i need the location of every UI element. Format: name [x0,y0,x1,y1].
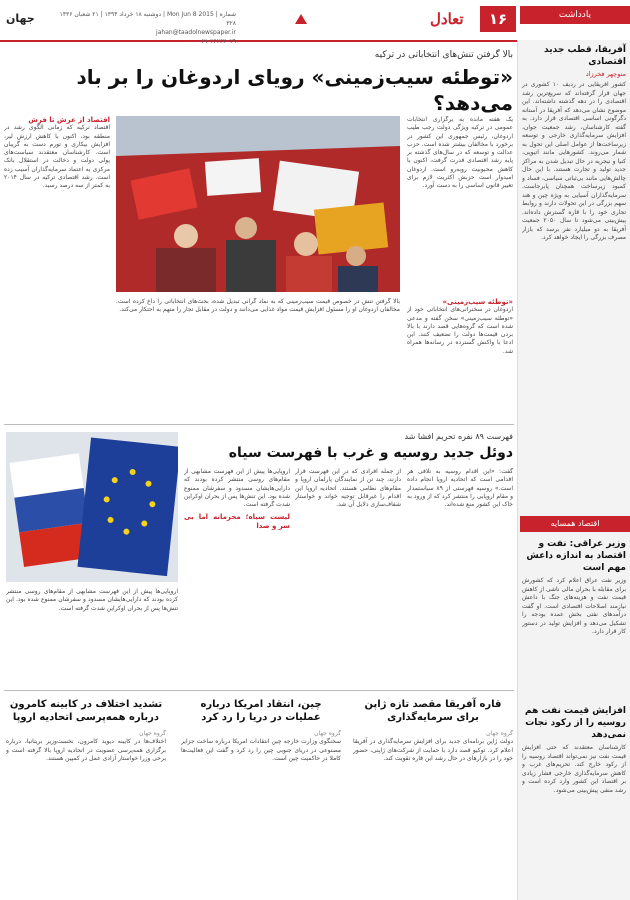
russia-eu-flags-photo [6,432,178,582]
lead-headline: «توطئه سیب‌زمینی» رویای اردوغان را بر باد می‌دهد؟ [76,65,513,115]
source-label: گروه جهان [139,730,166,737]
story-title: وزیر عراقی: نفت و اقتصاد به اندازه داعش مهم است [526,539,626,573]
lead-subhead-economy: اقتصاد از عرش تا فرش [28,116,110,124]
story2-column-b: از جمله افرادی که در این فهرست قرار دارند، چند تن از نمایندگان پارلمان اروپا و مقام‌های نظامی هستند. اتحادیه اروپا این اقدام را غیرقابل توجیه خواند و خواستار شفاف‌سازی دلایل آن شد. [295,468,401,509]
note-author: منوچهر فخرزاد [585,70,626,78]
story-title: افزایش قیمت نفت هم روسیه را از رکود نجات نمی‌دهد [525,706,626,740]
cameron-eu-body: اختلاف‌ها در کابینه دیوید کامرون، نخست‌وزیر بریتانیا، درباره برگزاری همه‌پرسی عضویت در اتحادیه اروپا بالا گرفته است و برخی وزرا خواستار آزادی عمل در کمپین هستند. [6,738,166,762]
japan-africa-text [353,730,513,890]
triangle-icon [295,14,307,24]
story2-headline: دوئل جدید روسیه و غرب با فهرست سیاه [228,445,513,461]
divider [4,690,514,691]
lead-column-bottom [407,298,513,418]
email-link[interactable]: jahan@taadolnewspaper.ir [156,29,236,36]
date-line: دوشنبه ۱۸ خرداد ۱۳۹۴ | ۲۱ شعبان ۱۴۳۶ | Mon Jun 8 2015 | شماره ۳۲۸ [59,11,236,27]
story2-subhead: لیست سیاه؛ محرمانه اما بی سر و صدا [184,513,290,530]
china-sea-body: سخنگوی وزارت خارجه چین انتقادات امریکا درباره ساخت جزایر مصنوعی در دریای جنوبی چین را رد کرد و گفت این فعالیت‌ها کاملا در حاکمیت چین است. [181,738,341,762]
source-label: گروه جهان [486,730,513,737]
sidebar [517,40,630,900]
section-name: جهان [6,12,35,25]
story2-column-c-text: اروپایی‌ها پیش از این فهرست مشابهی از مقام‌های روسی منتشر کرده بودند که دارایی‌هایشان مسدود و سفرشان ممنوع شده بود. این تنش‌ها پس از بحران اوکراین شدت گرفته است. [184,468,290,509]
lead-economy-text: اقتصاد ترکیه که زمانی الگوی رشد در منطقه بود، اکنون با کاهش ارزش لیر، افزایش بیکاری و تورم دست به گریبان است. کارشناسان معتقدند سیاست‌های پولی دولت و دخالت در استقلال بانک مرکزی به اعتماد سرمایه‌گذاران آسیب زده است. رشد اقتصادی ترکیه در سال ۲۰۱۴ به کمتر از سه درصد رسید. [4,124,110,190]
lead-kicker: بالا گرفتن تنش‌های انتخاباتی در ترکیه [374,50,513,60]
lead-potato-text: اردوغان در سخنرانی‌های انتخاباتی خود از «توطئه سیب‌زمینی» سخن گفته و مدعی شده است که گروه‌هایی قصد دارند با بالا بردن قیمت‌ها دولت را تضعیف کنند. این ادعا با واکنش گسترده در رسانه‌ها همراه شد. [407,306,513,355]
china-sea-text [181,730,341,890]
sidebar-note [522,44,626,496]
story2-column-d: اروپایی‌ها پیش از این فهرست مشابهی از مقام‌های روسی منتشر کرده بودند که دارایی‌هایشان مسدود و سفرشان ممنوع شده بود. این تنش‌ها پس از بحران اوکراین شدت گرفته است. [6,588,178,612]
sidebar-story [522,705,626,894]
divider [4,424,514,425]
source-label: گروه جهان [314,730,341,737]
page-number: ۱۶ [480,6,516,32]
note-title: آفریقا، قطب جدید اقتصادی [544,45,626,67]
lead-subhead-potato: «توطئه سیب‌زمینی» [442,298,513,306]
note-text: کشور آفریقایی در ردیف ۱۰ کشوری در جهان قرار گرفته‌اند که سریع‌ترین رشد اقتصادی را در دهه گذشته داشته‌اند. این موضوع نشان می‌دهد که آفریقا در آستانه دگرگونی اساسی اقتصادی قرار دارد. به گفته کارشناسان، رشد جمعیت جوان، افزایش سرمایه‌گذاری خارجی و توسعه زیرساخت‌ها از عوامل اصلی این تحول به شمار می‌روند. کشورهایی مانند اتیوپی، کنیا و نیجریه در حال تبدیل شدن به مراکز جدید تولید و تجارت هستند. با این حال چالش‌هایی مانند بی‌ثباتی سیاسی، فساد و کمبود زیرساخت همچنان پابرجاست. سرمایه‌گذاران آسیایی به ویژه چین و هند سهم بزرگی در این تحولات دارند و روابط تجاری خود را با قاره گسترش داده‌اند. پیش‌بینی می‌شود تا سال ۲۰۵۰ جمعیت آفریقا به دو میلیارد نفر برسد که بازار مصرف بزرگی را ایجاد خواهد کرد. [522,81,626,241]
story2-column-c [184,468,290,683]
cameron-eu-text [6,730,166,890]
sidebar-story [522,538,626,707]
story2-kicker: فهرست ۸۹ نفره تحریم افشا شد [404,432,513,441]
lead-column-left [4,116,110,416]
rally-photo [116,116,400,292]
phone-number: ۰۲۱-۲۶۲۶۲۰۷۹ [198,38,236,45]
column-tag: یادداشت [520,6,630,24]
story-text: کارشناسان معتقدند که حتی افزایش قیمت نفت نیز نمی‌تواند اقتصاد روسیه را از رکود خارج کند. تحریم‌های غرب و کاهش سرمایه‌گذاری خارجی فشار زیادی بر اقتصاد این کشور وارد کرده است و رشد منفی پیش‌بینی می‌شود. [522,744,626,794]
story2-column-a: گفت: «این اقدام روسیه به تلافی هر اقدامی است که اتحادیه اروپا انجام داده است.» روسیه فهرستی از ۸۹ سیاستمدار و مقام اروپایی را منتشر کرد که از ورود به خاک این کشور منع شده‌اند. [407,468,513,509]
masthead [0,0,630,45]
lead-column-right: یک هفته مانده به برگزاری انتخابات عمومی در ترکیه ویژگی دولت رجب طیب اردوغان، رئیس جمهوری این کشور در برخورد با مخالفان بیشتر شده است. حزب عدالت و توسعه که در سال‌های گذشته بر پایه رشد اقتصادی قدرت گرفت، اکنون با کاهش محبوبیت روبه‌رو است. اردوغان امیدوار است حزبش اکثریت لازم برای تغییر قانون اساسی را به دست آورد. [407,116,513,190]
section-label: اقتصاد همسایه [520,516,630,532]
newspaper-logo: تعادل [430,10,464,28]
china-sea-headline: چین، انتقاد امریکا درباره عملیات در دریا را رد کرد [200,699,322,723]
cameron-eu-headline: تشدید اختلاف در کابینه کامرون درباره همه‌پرسی اتحادیه اروپا [9,699,163,723]
japan-africa-body: دولت ژاپن برنامه‌ای جدید برای افزایش سرمایه‌گذاری در آفریقا اعلام کرد. توکیو قصد دارد با حمایت از شرکت‌های ژاپنی، حضور خود را در بازارهای در حال رشد این قاره تقویت کند. [353,738,513,762]
lead-column-middle: بالا گرفتن تنش در خصوص قیمت سیب‌زمینی که به نماد گرانی تبدیل شده، بحث‌های انتخاباتی را داغ کرده است. مخالفان اردوغان او را مسئول افزایش قیمت مواد غذایی می‌دانند و دولت در مقابل تجار را متهم به احتکار می‌کند. [116,298,400,314]
japan-africa-headline: قاره آفریقا مقصد تازه ژاپن برای سرمایه‌گذاری [364,699,502,723]
story-text: وزیر نفت عراق اعلام کرد که کشورش برای مقابله با بحران مالی ناشی از کاهش قیمت نفت و هزینه‌های جنگ با داعش نیازمند اصلاحات اقتصادی است. او گفت درآمدهای نفتی بخش عمده بودجه را تشکیل می‌دهد و افزایش تولید در دستور کار قرار دارد. [522,577,626,635]
